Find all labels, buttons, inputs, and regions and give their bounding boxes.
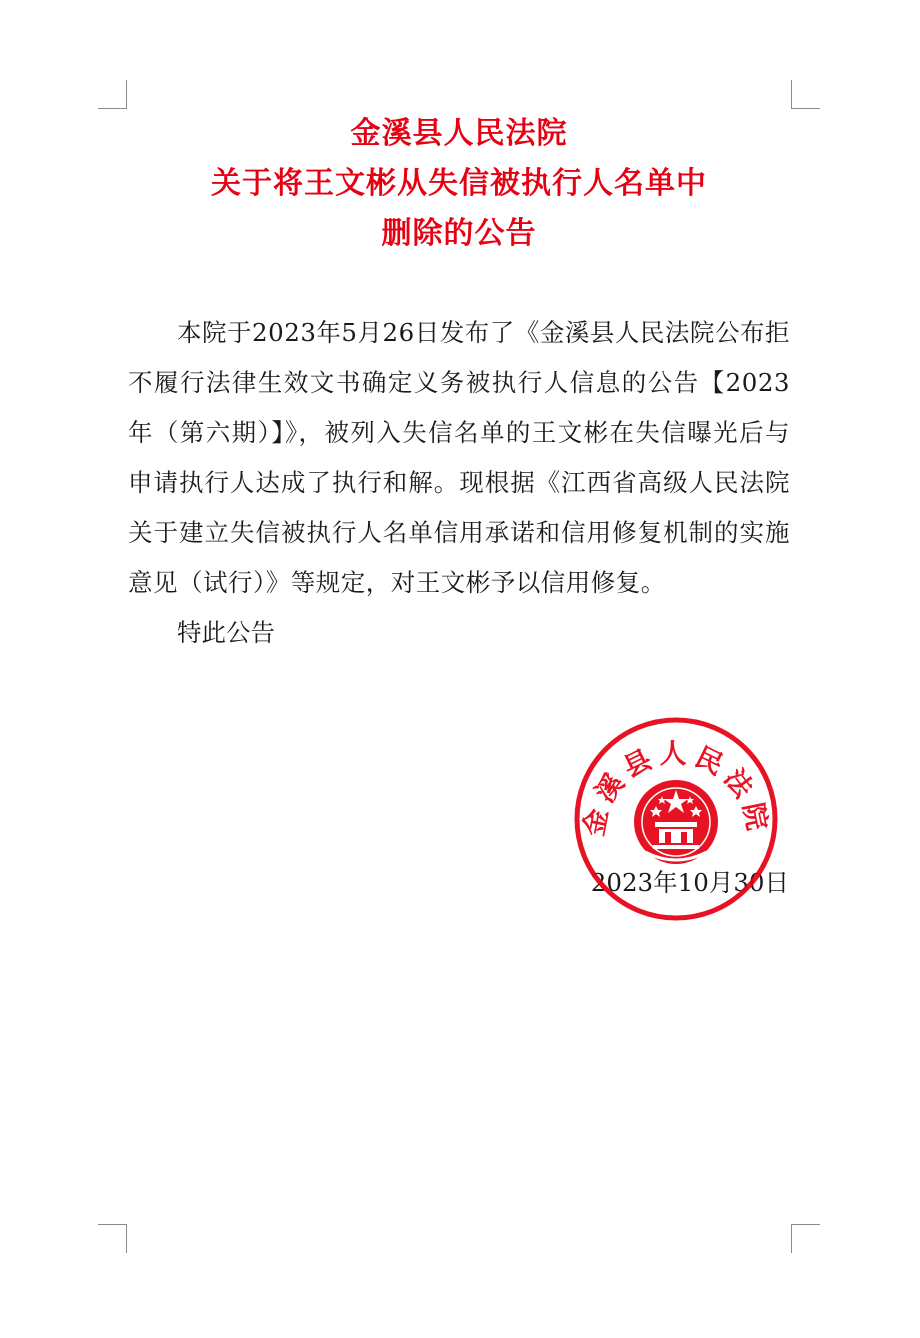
announcement-body: 本院于2023年5月26日发布了《金溪县人民法院公布拒不履行法律生效文书确定义务被执行人信息的公告【2023年（第六期）】》，被列入失信名单的王文彬在失信曝光后与申请执行人达成了执行和解。现根据《江西省高级人民法院关于建立失信被执行人名单信用承诺和信用修复机制的实施意见（试行）》等规定，对王文彬予以信用修复。 bbox=[128, 318, 790, 597]
crop-mark-bottom-right bbox=[791, 1224, 820, 1253]
crop-mark-top-left bbox=[98, 80, 127, 109]
document-title-subject: 关于将王文彬从失信被执行人名单中 bbox=[211, 166, 707, 201]
document-title-court: 金溪县人民法院 bbox=[350, 116, 568, 151]
issue-date: 2023年10月30日 bbox=[590, 868, 789, 897]
announcement-closing: 特此公告 bbox=[177, 618, 275, 647]
national-emblem-icon bbox=[634, 780, 718, 864]
svg-text:金溪县人民法院: 金溪县人民法院 bbox=[578, 739, 774, 839]
document-title-suffix: 删除的公告 bbox=[381, 216, 537, 251]
court-seal-stamp bbox=[573, 716, 779, 922]
crop-mark-top-right bbox=[791, 80, 820, 109]
crop-mark-bottom-left bbox=[98, 1224, 127, 1253]
